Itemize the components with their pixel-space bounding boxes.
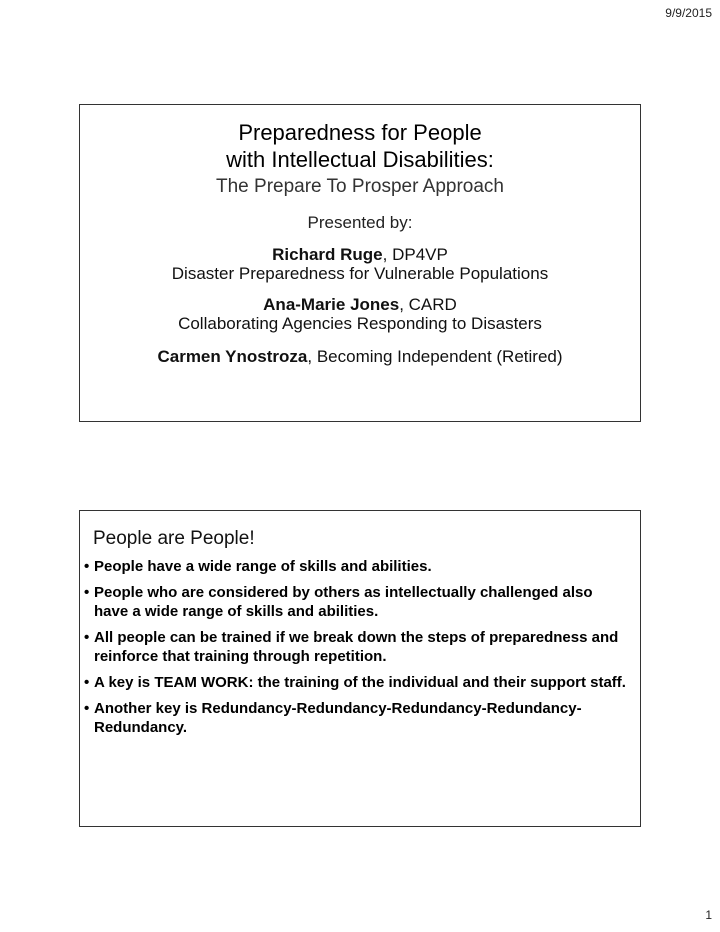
- bullet-text: All people can be trained if we break down the steps of preparedness and reinforce that training through repetition.: [94, 629, 619, 665]
- presenter-richard-ruge: [80, 245, 640, 283]
- bullet-icon: •: [84, 700, 90, 717]
- presenter-affiliation: , Becoming Independent (Retired): [307, 347, 563, 366]
- bullet-icon: •: [84, 629, 90, 646]
- presented-by-label: Presented by:: [307, 213, 413, 232]
- slide-date: 9/9/2015: [665, 6, 712, 20]
- content-slide: [79, 510, 641, 827]
- title-slide: [79, 104, 641, 422]
- bullet-list: [80, 557, 640, 737]
- page-number: 1: [705, 908, 712, 922]
- bullet-text: Another key is Redundancy-Redundancy-Redundancy-Redundancy-Redundancy.: [94, 700, 582, 736]
- bullet-icon: •: [84, 558, 90, 575]
- bullet-text: People have a wide range of skills and abilities.: [94, 558, 432, 575]
- bullet-icon: •: [84, 584, 90, 601]
- presenter-organization: Collaborating Agencies Responding to Disasters: [178, 314, 542, 333]
- presenter-affiliation: , DP4VP: [382, 245, 448, 264]
- bullet-item: [84, 583, 630, 621]
- presenter-name: Ana-Marie Jones: [263, 295, 400, 314]
- bullet-icon: •: [84, 674, 90, 691]
- presenter-name: Carmen Ynostroza: [157, 347, 308, 366]
- slide-title: People are People!: [93, 528, 255, 549]
- bullet-text: People who are considered by others as intellectually challenged also have a wide range of skills and abilities.: [94, 584, 593, 620]
- bullet-item: [84, 699, 630, 737]
- presenter-carmen-ynostroza: [80, 347, 640, 366]
- bullet-item: [84, 673, 630, 692]
- bullet-item: [84, 628, 630, 666]
- title-line-2: with Intellectual Disabilities:: [226, 147, 494, 172]
- bullet-text: A key is TEAM WORK: the training of the individual and their support staff.: [94, 674, 626, 691]
- slide-subtitle: The Prepare To Prosper Approach: [216, 176, 504, 197]
- presenter-name: Richard Ruge: [272, 245, 383, 264]
- presenter-affiliation: , CARD: [399, 295, 457, 314]
- bullet-item: [84, 557, 630, 576]
- slide-title: [80, 119, 640, 173]
- presenter-organization: Disaster Preparedness for Vulnerable Populations: [171, 264, 549, 283]
- presenter-ana-marie-jones: [80, 295, 640, 333]
- title-line-1: Preparedness for People: [238, 120, 482, 145]
